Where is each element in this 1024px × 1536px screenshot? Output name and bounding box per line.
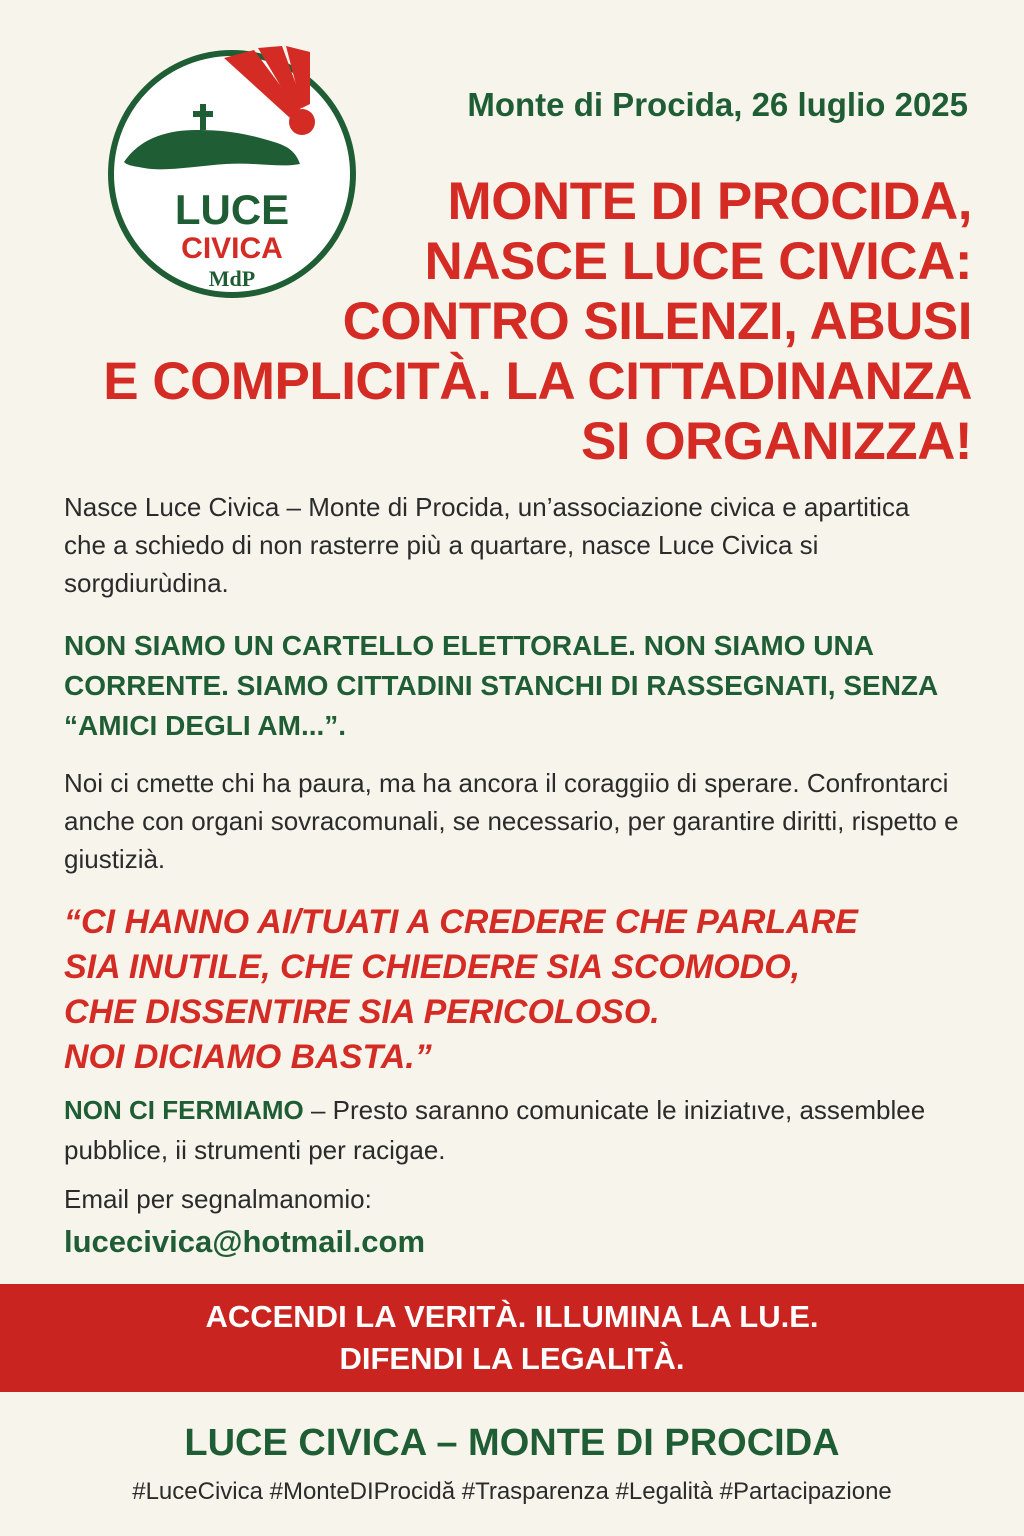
email-label: Email per segnalmanomio: bbox=[64, 1184, 372, 1214]
headline-line: MONTE DI PROCIDA, bbox=[447, 172, 972, 231]
quote-line: “CI HANNO AI/TUATI A CREDERE CHE PARLARE bbox=[64, 903, 858, 941]
quote-line: CHE DISSENTIRE SIA PERICOLOSO. bbox=[64, 993, 660, 1031]
headline-line: NASCE LUCE CIVICA: bbox=[424, 232, 972, 291]
closing-paragraph bbox=[64, 1090, 964, 1170]
headline-line: CONTRO SILENZI, ABUSI bbox=[342, 292, 972, 351]
statement-paragraph: NON SIAMO UN CARTELLO ELETTORALE. NON SIAMO UNA CORRENTE. SIAMO CITTADINI STANCHI DI RASSEGNATI, SENZA “AMICI DEGLI AM...”. bbox=[64, 630, 938, 741]
quote-line: SIA INUTILE, CHE CHIEDERE SIA SCOMODO, bbox=[64, 948, 801, 986]
closing-text: – Presto saranno comunicate le iniziatıve, assemblee pubblice, ii strumenti per racigae. bbox=[64, 1095, 926, 1165]
logo-text-mdp: MdP bbox=[208, 266, 256, 291]
email-address: lucecivica@hotmail.com bbox=[64, 1224, 426, 1259]
date-line: Monte di Procida, 26 luglio 2025 bbox=[467, 86, 968, 123]
quote-line: NOI DICIAMO BASTA.” bbox=[64, 1038, 432, 1076]
logo-text-civica: CIVICA bbox=[181, 232, 283, 265]
logo-text-luce: LUCE bbox=[174, 186, 290, 233]
hashtags: #LuceCivica #MonteDIProcidă #Trasparenza #Legalità #Partacipazione bbox=[132, 1478, 892, 1505]
closing-lead: NON CI FERMIAMO bbox=[64, 1095, 304, 1125]
footer-title: LUCE CIVICA – MONTE DI PROCIDA bbox=[184, 1422, 840, 1464]
body-paragraph: Noi ci cmette chi ha paura, ma ha ancora il coraggiio di sperare. Confrontarci anche con organi sovracomunali, se necessario, per garantire diritti, rispetto e giustizià. bbox=[64, 768, 959, 874]
headline-line: SI ORGANIZZA! bbox=[581, 412, 972, 471]
headline-line: E COMPLICITÀ. LA CITTADINANZA bbox=[103, 352, 972, 411]
slogan-banner bbox=[0, 1284, 1024, 1392]
headline bbox=[32, 172, 972, 472]
intro-paragraph: Nasce Luce Civica – Monte di Procida, un’associazione civica e apartitica che a schiedo di non rasterre più a quartare, nasce Luce Civica si sorgdiurùdina. bbox=[64, 492, 910, 598]
banner-line: DIFENDI LA LEGALITÀ. bbox=[339, 1341, 685, 1376]
quote-block bbox=[64, 900, 964, 1080]
banner-line: ACCENDI LA VERITÀ. ILLUMINA LA LU.E. bbox=[205, 1299, 819, 1334]
sun-icon bbox=[289, 109, 315, 135]
